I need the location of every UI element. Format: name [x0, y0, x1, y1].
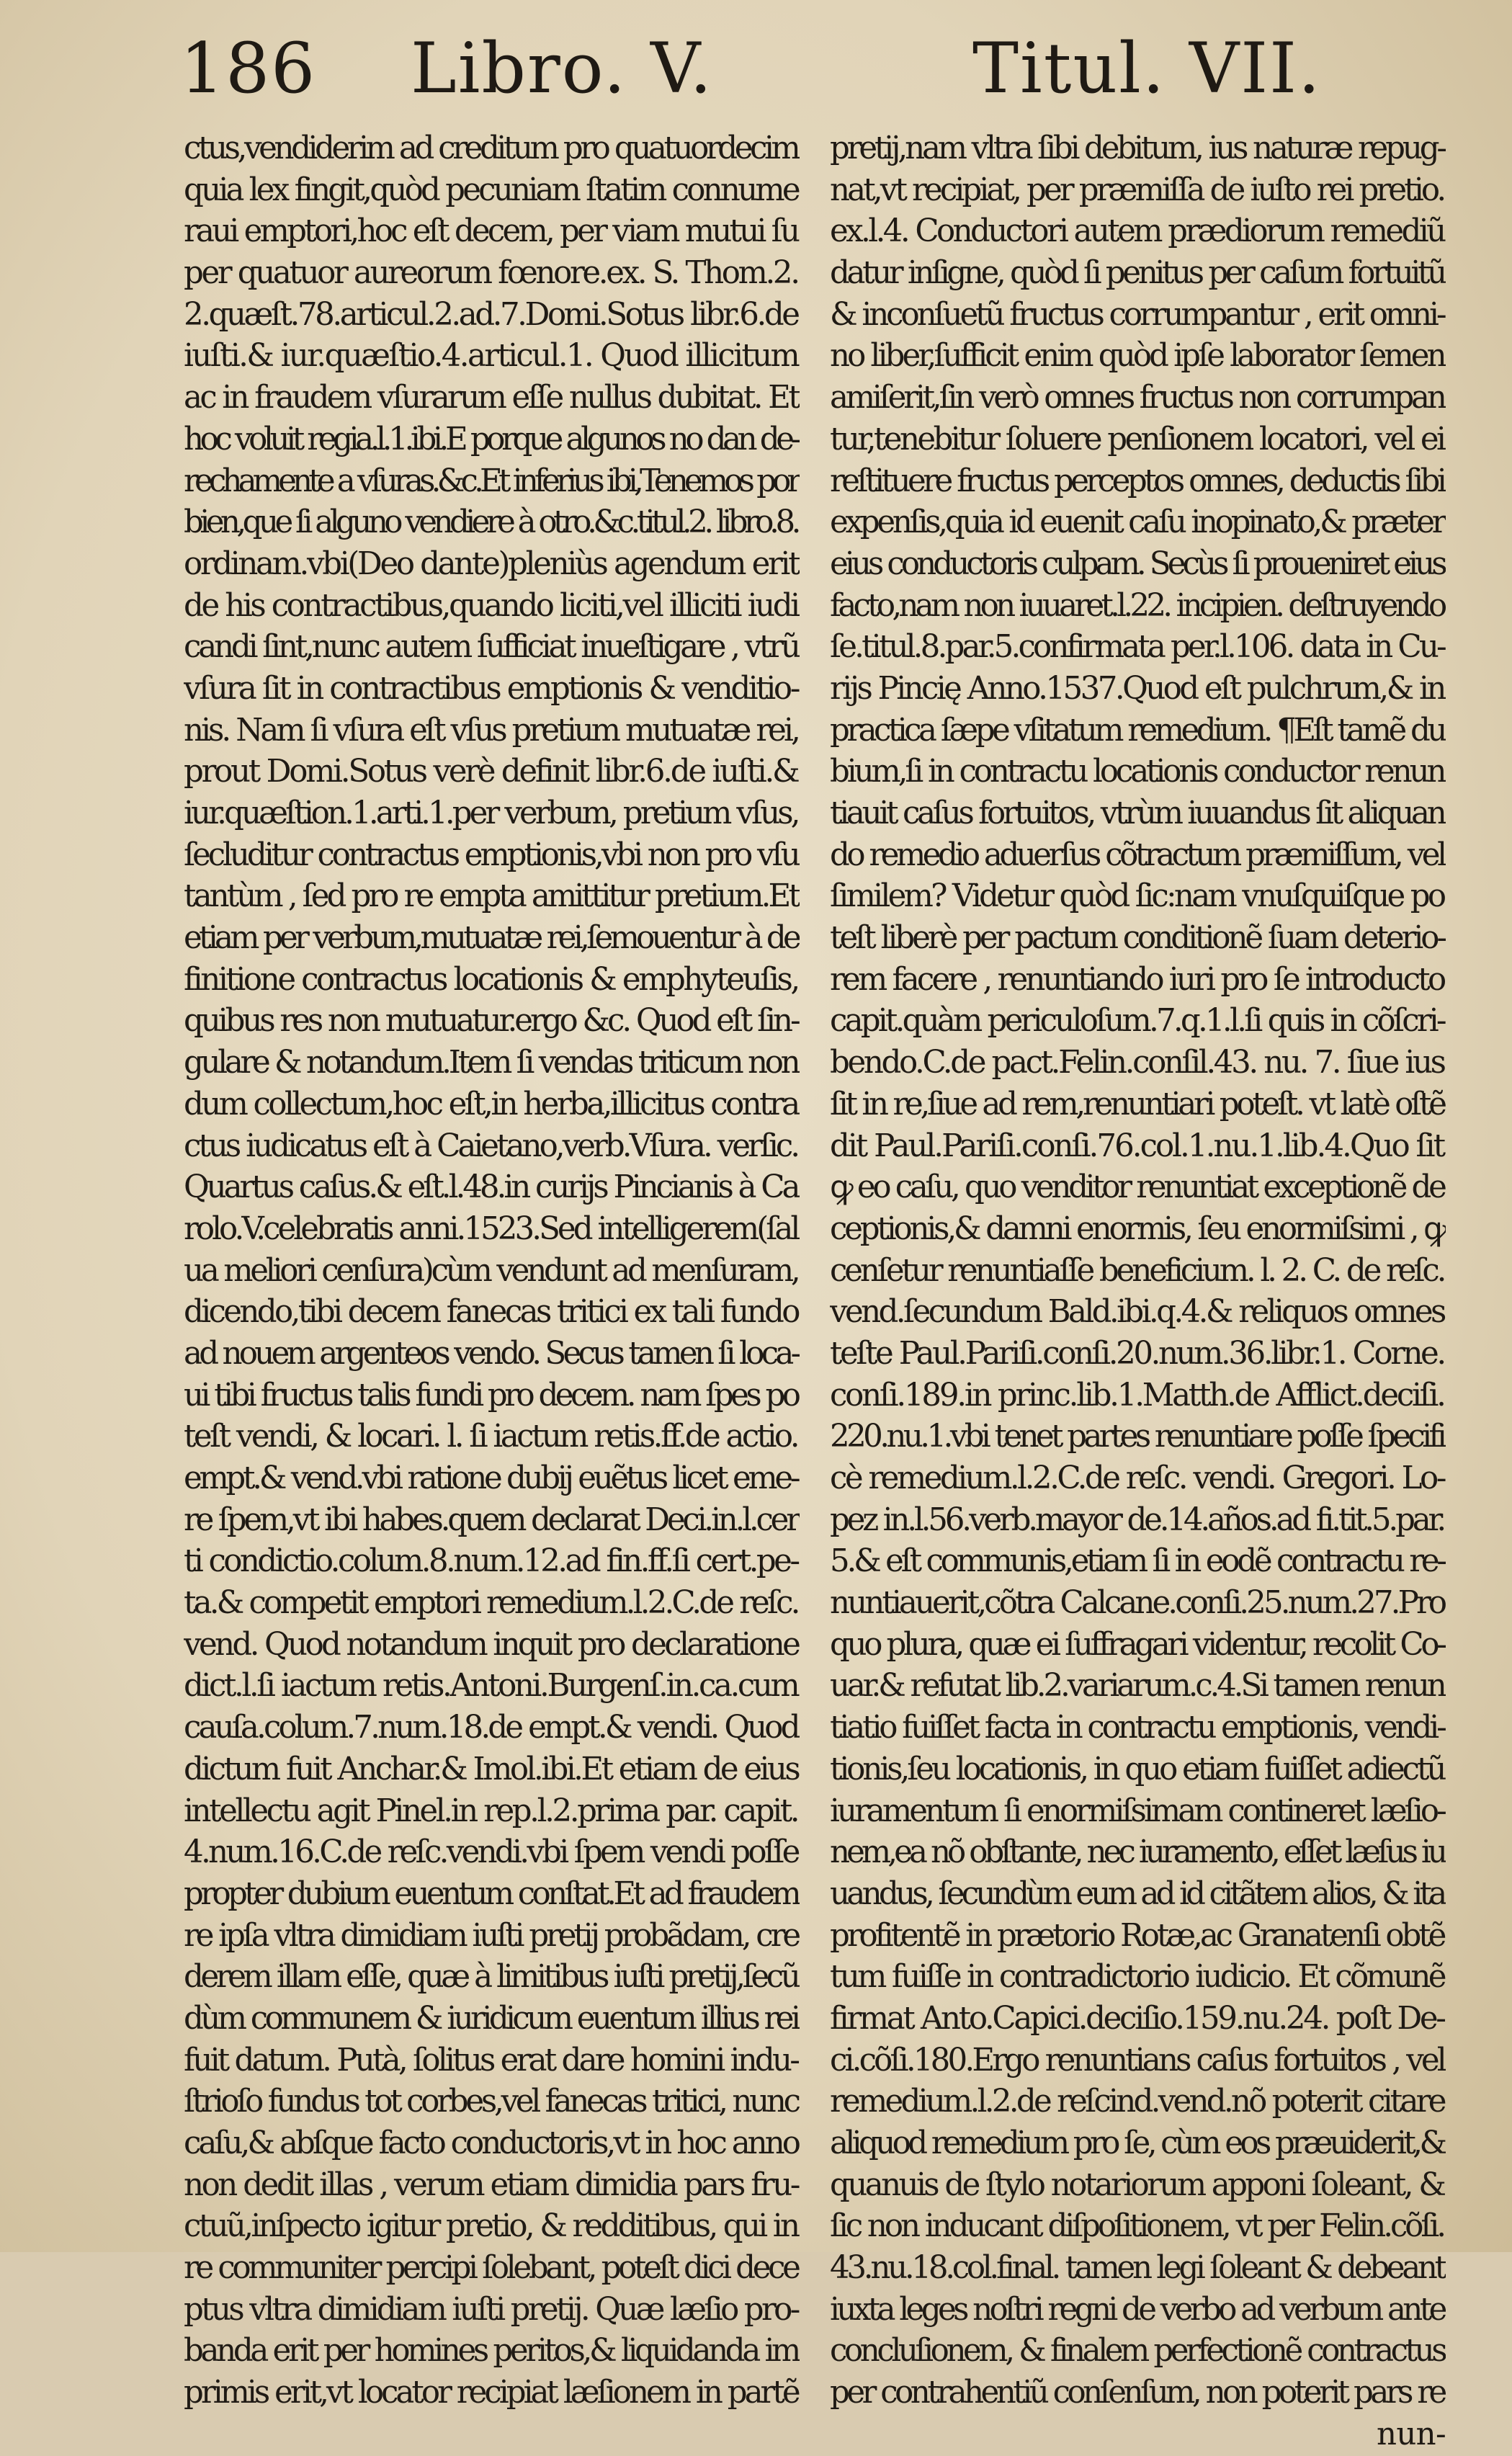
text-line: prout Domi.Sotus verè definit libr.6.de iuſti.&	[184, 754, 798, 790]
right-text-column	[830, 128, 1446, 2456]
text-line: quo plura, quæ ei ſuffragari videntur, recolit Co-	[830, 1626, 1444, 1663]
text-line: ctuũ,inſpecto igitur pretio, & redditibus, qui in	[184, 2208, 798, 2245]
text-line: fuit datum. Putà, ſolitus erat dare homini indu-	[184, 2042, 798, 2078]
text-line: per contrahentiũ conſenſum, non poterit pars re	[830, 2375, 1444, 2411]
text-line: re ſpem,vt ibi habes.quem declarat Deci.in.l.cer	[184, 1501, 798, 1538]
text-line: caſu,& abſque facto conductoris,vt in hoc anno	[184, 2125, 799, 2161]
text-line: 4.num.16.C.de reſc.vendi.vbi ſpem vendi poſſe	[184, 1834, 798, 1871]
text-line: ptus vltra dimidiam iuſti pretij. Quæ læſio pro-	[184, 2291, 798, 2328]
text-line: dit Paul.Pariſi.conſi.76.col.1.nu.1.lib.4.Quo ſit	[830, 1127, 1444, 1164]
text-line: dùm communem & iuridicum euentum illius rei	[184, 2000, 798, 2037]
text-line: empt.& vend.vbi ratione dubij euẽtus licet eme-	[184, 1460, 798, 1496]
text-line: tum fuiſſe in contradictorio iudicio. Et cõmunẽ	[830, 1959, 1444, 1996]
text-line: cè remedium.l.2.C.de reſc. vendi. Gregori. Lo-	[830, 1460, 1444, 1496]
text-line: tionis,ſeu locationis, in quo etiam fuiſſet adiectũ	[830, 1751, 1444, 1787]
text-line: firmat Anto.Capici.deciſio.159.nu.24. poſt De-	[830, 2000, 1444, 2037]
text-line: ui tibi fructus talis fundi pro decem. nam ſpes po	[184, 1377, 798, 1414]
text-line: ordinam.vbi(Deo dante)pleniùs agendum erit	[184, 545, 799, 582]
text-line: aliquod remedium pro ſe, cùm eos præuiderit,&	[830, 2125, 1444, 2161]
text-line: pretij,nam vltra ſibi debitum, ius naturæ repug-	[830, 130, 1444, 166]
page-number: 186	[180, 28, 317, 109]
text-line: quibus res non mutuatur.ergo &c. Quod eſt ſin-	[184, 1003, 798, 1040]
text-line: nis. Nam ſi vſura eſt vſus pretium mutuatæ rei,	[184, 712, 798, 749]
text-line: ctus iudicatus eſt à Caietano,verb.Vſura. verſic.	[184, 1127, 798, 1164]
text-line: dicendo,tibi decem fanecas tritici ex tali fundo	[184, 1294, 798, 1331]
text-line: ex.l.4. Conductori autem prædiorum remediũ	[830, 213, 1444, 250]
text-line: reſtituere fructus perceptos omnes, deductis ſibi	[830, 463, 1444, 499]
text-line: ad nouem argenteos vendo. Secus tamen ſi loca-	[184, 1335, 798, 1372]
text-line: profitentẽ in prætorio Rotæ,ac Granatenſi obtẽ	[830, 1917, 1444, 1954]
text-line: iuramentum ſi enormiſsimam contineret læſio-	[830, 1792, 1444, 1829]
text-line: dum collectum,hoc eſt,in herba,illicitus contra	[184, 1086, 798, 1122]
text-line: tiauit caſus fortuitos, vtrùm iuuandus ſit aliquan	[830, 795, 1444, 831]
left-text-column	[184, 128, 800, 2414]
text-line: tiatio fuiſſet facta in contractu emptionis, vendi-	[830, 1710, 1444, 1746]
text-line: remedium.l.2.de reſcind.vend.nõ poterit citare	[830, 2084, 1444, 2120]
text-line: rechamente a vſuras.&c.Et inferius ibi,Tenemos por	[184, 463, 798, 499]
text-line: ctus,vendiderim ad creditum pro quatuordecim	[184, 130, 798, 166]
text-line: bium,ſi in contractu locationis conductor renun	[830, 754, 1444, 790]
text-line: hoc voluit regia.l.1.ibi.E porque algunos no dan de-	[184, 421, 797, 457]
text-line: bien,que ſi alguno vendiere à otro.&c.titul.2. libro.8.	[184, 504, 797, 541]
text-line: ceptionis,& damni enormis, ſeu enormiſsimi , ꝙ	[830, 1210, 1444, 1247]
text-line: datur inſigne, quòd ſi penitus per caſum fortuitũ	[830, 255, 1444, 292]
text-line: quia lex fingit,quòd pecuniam ſtatim connume	[184, 171, 798, 208]
text-line: re ipſa vltra dimidiam iuſti pretij probãdam, cre	[184, 1917, 798, 1954]
text-line: bendo.C.de pact.Felin.conſil.43. nu. 7. ſiue ius	[830, 1045, 1444, 1081]
text-line: re communiter percipi ſolebant, poteſt dici dece	[184, 2250, 798, 2287]
text-line: ti condictio.colum.8.num.12.ad fin.ff.ſi cert.pe-	[184, 1543, 798, 1580]
text-line: 5.& eſt communis,etiam ſi in eodẽ contractu re-	[830, 1543, 1444, 1580]
text-line: intellectu agit Pinel.in rep.l.2.prima par. capit.	[184, 1792, 798, 1829]
text-line: dict.l.ſi iactum retis.Antoni.Burgenſ.in.ca.cum	[184, 1668, 798, 1705]
text-line: raui emptori,hoc eſt decem, per viam mutui ſu	[184, 213, 798, 250]
text-line: vend.ſecundum Bald.ibi.q.4.& reliquos omnes	[830, 1294, 1444, 1331]
text-line: tur,tenebitur ſoluere penſionem locatori, vel ei	[830, 421, 1444, 457]
text-line: conſi.189.in princ.lib.1.Matth.de Afflict.deciſi.	[830, 1377, 1444, 1414]
text-line: per quatuor aureorum fœnore.ex. S. Thom.2.	[184, 255, 798, 292]
text-line: rijs Pincię Anno.1537.Quod eſt pulchrum,& in	[830, 670, 1444, 707]
text-line: ꝙ eo caſu, quo venditor renuntiat exceptionẽ de	[830, 1169, 1444, 1206]
text-line: primis erit,vt locator recipiat læſionem in partẽ	[184, 2375, 798, 2411]
text-line: ſit in re,ſiue ad rem,renuntiari poteſt. vt latè oſtẽ	[830, 1086, 1444, 1122]
text-line: ſtrioſo fundus tot corbes,vel fanecas tritici, nunc	[184, 2084, 798, 2120]
running-header	[180, 22, 1369, 115]
text-line: etiam per verbum,mutuatæ rei,ſemouentur à de	[184, 920, 799, 957]
text-line: ſecluditur contractus emptionis,vbi non pro vſu	[184, 836, 798, 873]
text-line: amiſerit,ſin verò omnes fructus non corrumpan	[830, 380, 1444, 416]
text-line: ſe.titul.8.par.5.confirmata per.l.106. data in Cu-	[830, 629, 1444, 666]
text-line: ua meliori cenſura)cùm vendunt ad menſuram,	[184, 1252, 798, 1289]
text-line: practica ſæpe vſitatum remedium. ¶Eſt tamẽ du	[830, 712, 1444, 749]
text-line: iur.quæſtion.1.arti.1.per verbum, pretium vſus,	[184, 795, 798, 831]
text-line: ſimilem? Videtur quòd ſic:nam vnuſquiſque po	[830, 878, 1444, 915]
title-heading: Titul. VII.	[972, 28, 1322, 109]
text-line: nat,vt recipiat, per præmiſſa de iuſto rei pretio.	[830, 171, 1444, 208]
text-line: quanuis de ſtylo notariorum apponi ſoleant, &	[830, 2166, 1444, 2203]
text-line: & inconſuetũ fructus corrumpantur , erit omni-	[830, 296, 1444, 333]
text-line: rem facere , renuntiando iuri pro ſe introducto	[830, 961, 1444, 998]
text-line: uar.& refutat lib.2.variarum.c.4.Si tamen renun	[830, 1668, 1444, 1705]
text-line: cauſa.colum.7.num.18.de empt.& vendi. Quod	[184, 1710, 798, 1746]
text-line: derem illam eſſe, quæ à limitibus iuſti pretij,ſecũ	[184, 1959, 798, 1996]
text-line: teſt liberè per pactum conditionẽ ſuam deterio-	[830, 920, 1445, 957]
text-line: capit.quàm periculoſum.7.q.1.l.ſi quis in cõſcri-	[830, 1003, 1444, 1040]
text-line: teſt vendi, & locari. l. ſi iactum retis.ff.de actio.	[184, 1419, 798, 1455]
text-line: expenſis,quia id euenit caſu inopinato,& præter	[830, 504, 1444, 541]
text-line: ci.cõſi.180.Ergo renuntians caſus fortuitos , vel	[830, 2042, 1444, 2078]
text-line: gulare & notandum.Item ſi vendas triticum non	[184, 1045, 798, 1081]
text-line: nem,ea nõ obſtante, nec iuramento, eſſet læſus iu	[830, 1834, 1444, 1871]
text-line: candi ſint,nunc autem ſufficiat inueſtigare , vtrũ	[184, 629, 798, 666]
text-line: cenſetur renuntiaſſe beneficium. l. 2. C. de reſc.	[830, 1252, 1444, 1289]
catchword: nun-	[1377, 2416, 1446, 2452]
text-line: 2.quæſt.78.articul.2.ad.7.Domi.Sotus libr.6.de	[184, 296, 798, 333]
text-line: ta.& competit emptori remedium.l.2.C.de reſc.	[184, 1585, 798, 1622]
text-line: 43.nu.18.col.final. tamen legi ſoleant & debeant	[830, 2250, 1444, 2287]
text-line: pez in.l.56.verb.mayor de.14.años.ad fi.tit.5.par.	[830, 1501, 1444, 1538]
text-line: teſte Paul.Pariſi.conſi.20.num.36.libr.1. Corne.	[830, 1335, 1444, 1372]
book-heading: Libro. V.	[411, 28, 713, 109]
text-line: iuſti.& iur.quæſtio.4.articul.1. Quod illicitum	[184, 338, 799, 375]
text-line: vſura ſit in contractibus emptionis & venditio-	[184, 670, 799, 707]
text-line: vend. Quod notandum inquit pro declaratione	[184, 1626, 799, 1663]
text-line: concluſionem, & finalem perfectionẽ contractus	[830, 2333, 1445, 2370]
text-line: facto,nam non iuuaret.l.22. incipien. deſtruyendo	[830, 587, 1444, 624]
text-line: do remedio aduerſus cõtractum præmiſſum, vel	[830, 836, 1444, 873]
text-line: rolo.V.celebratis anni.1523.Sed intelligerem(ſal	[184, 1210, 798, 1247]
text-line: nuntiauerit,cõtra Calcane.conſi.25.num.27.Pro	[830, 1585, 1445, 1622]
text-line: propter dubium euentum conſtat.Et ad fraudem	[184, 1875, 799, 1912]
text-line: eius conductoris culpam. Secùs ſi proueniret eius	[830, 545, 1444, 582]
text-line: uandus, ſecundùm eum ad id citãtem alios, & ita	[830, 1875, 1444, 1912]
text-line: Quartus caſus.& eſt.l.48.in curijs Pincianis à Ca	[184, 1169, 798, 1206]
text-line: de his contractibus,quando liciti,vel illiciti iudi	[184, 587, 798, 624]
text-line: dictum fuit Anchar.& Imol.ibi.Et etiam de eius	[184, 1751, 799, 1787]
text-line: 220.nu.1.vbi tenet partes renuntiare poſſe ſpecifi	[830, 1419, 1444, 1455]
text-line: ſic non inducant diſpoſitionem, vt per Felin.cõſi.	[830, 2208, 1444, 2245]
text-line: iuxta leges noſtri regni de verbo ad verbum ante	[830, 2291, 1444, 2328]
text-line: no liber,ſufficit enim quòd ipſe laborator ſemen	[830, 338, 1444, 375]
text-line: ac in fraudem vſurarum eſſe nullus dubitat. Et	[184, 380, 799, 416]
text-line: tantùm , ſed pro re empta amittitur pretium.Et	[184, 878, 798, 915]
text-line: non dedit illas , verum etiam dimidia pars fru-	[184, 2166, 799, 2203]
text-line: finitione contractus locationis & emphyteuſis,	[184, 961, 798, 998]
text-line: banda erit per homines peritos,& liquidanda im	[184, 2333, 798, 2370]
